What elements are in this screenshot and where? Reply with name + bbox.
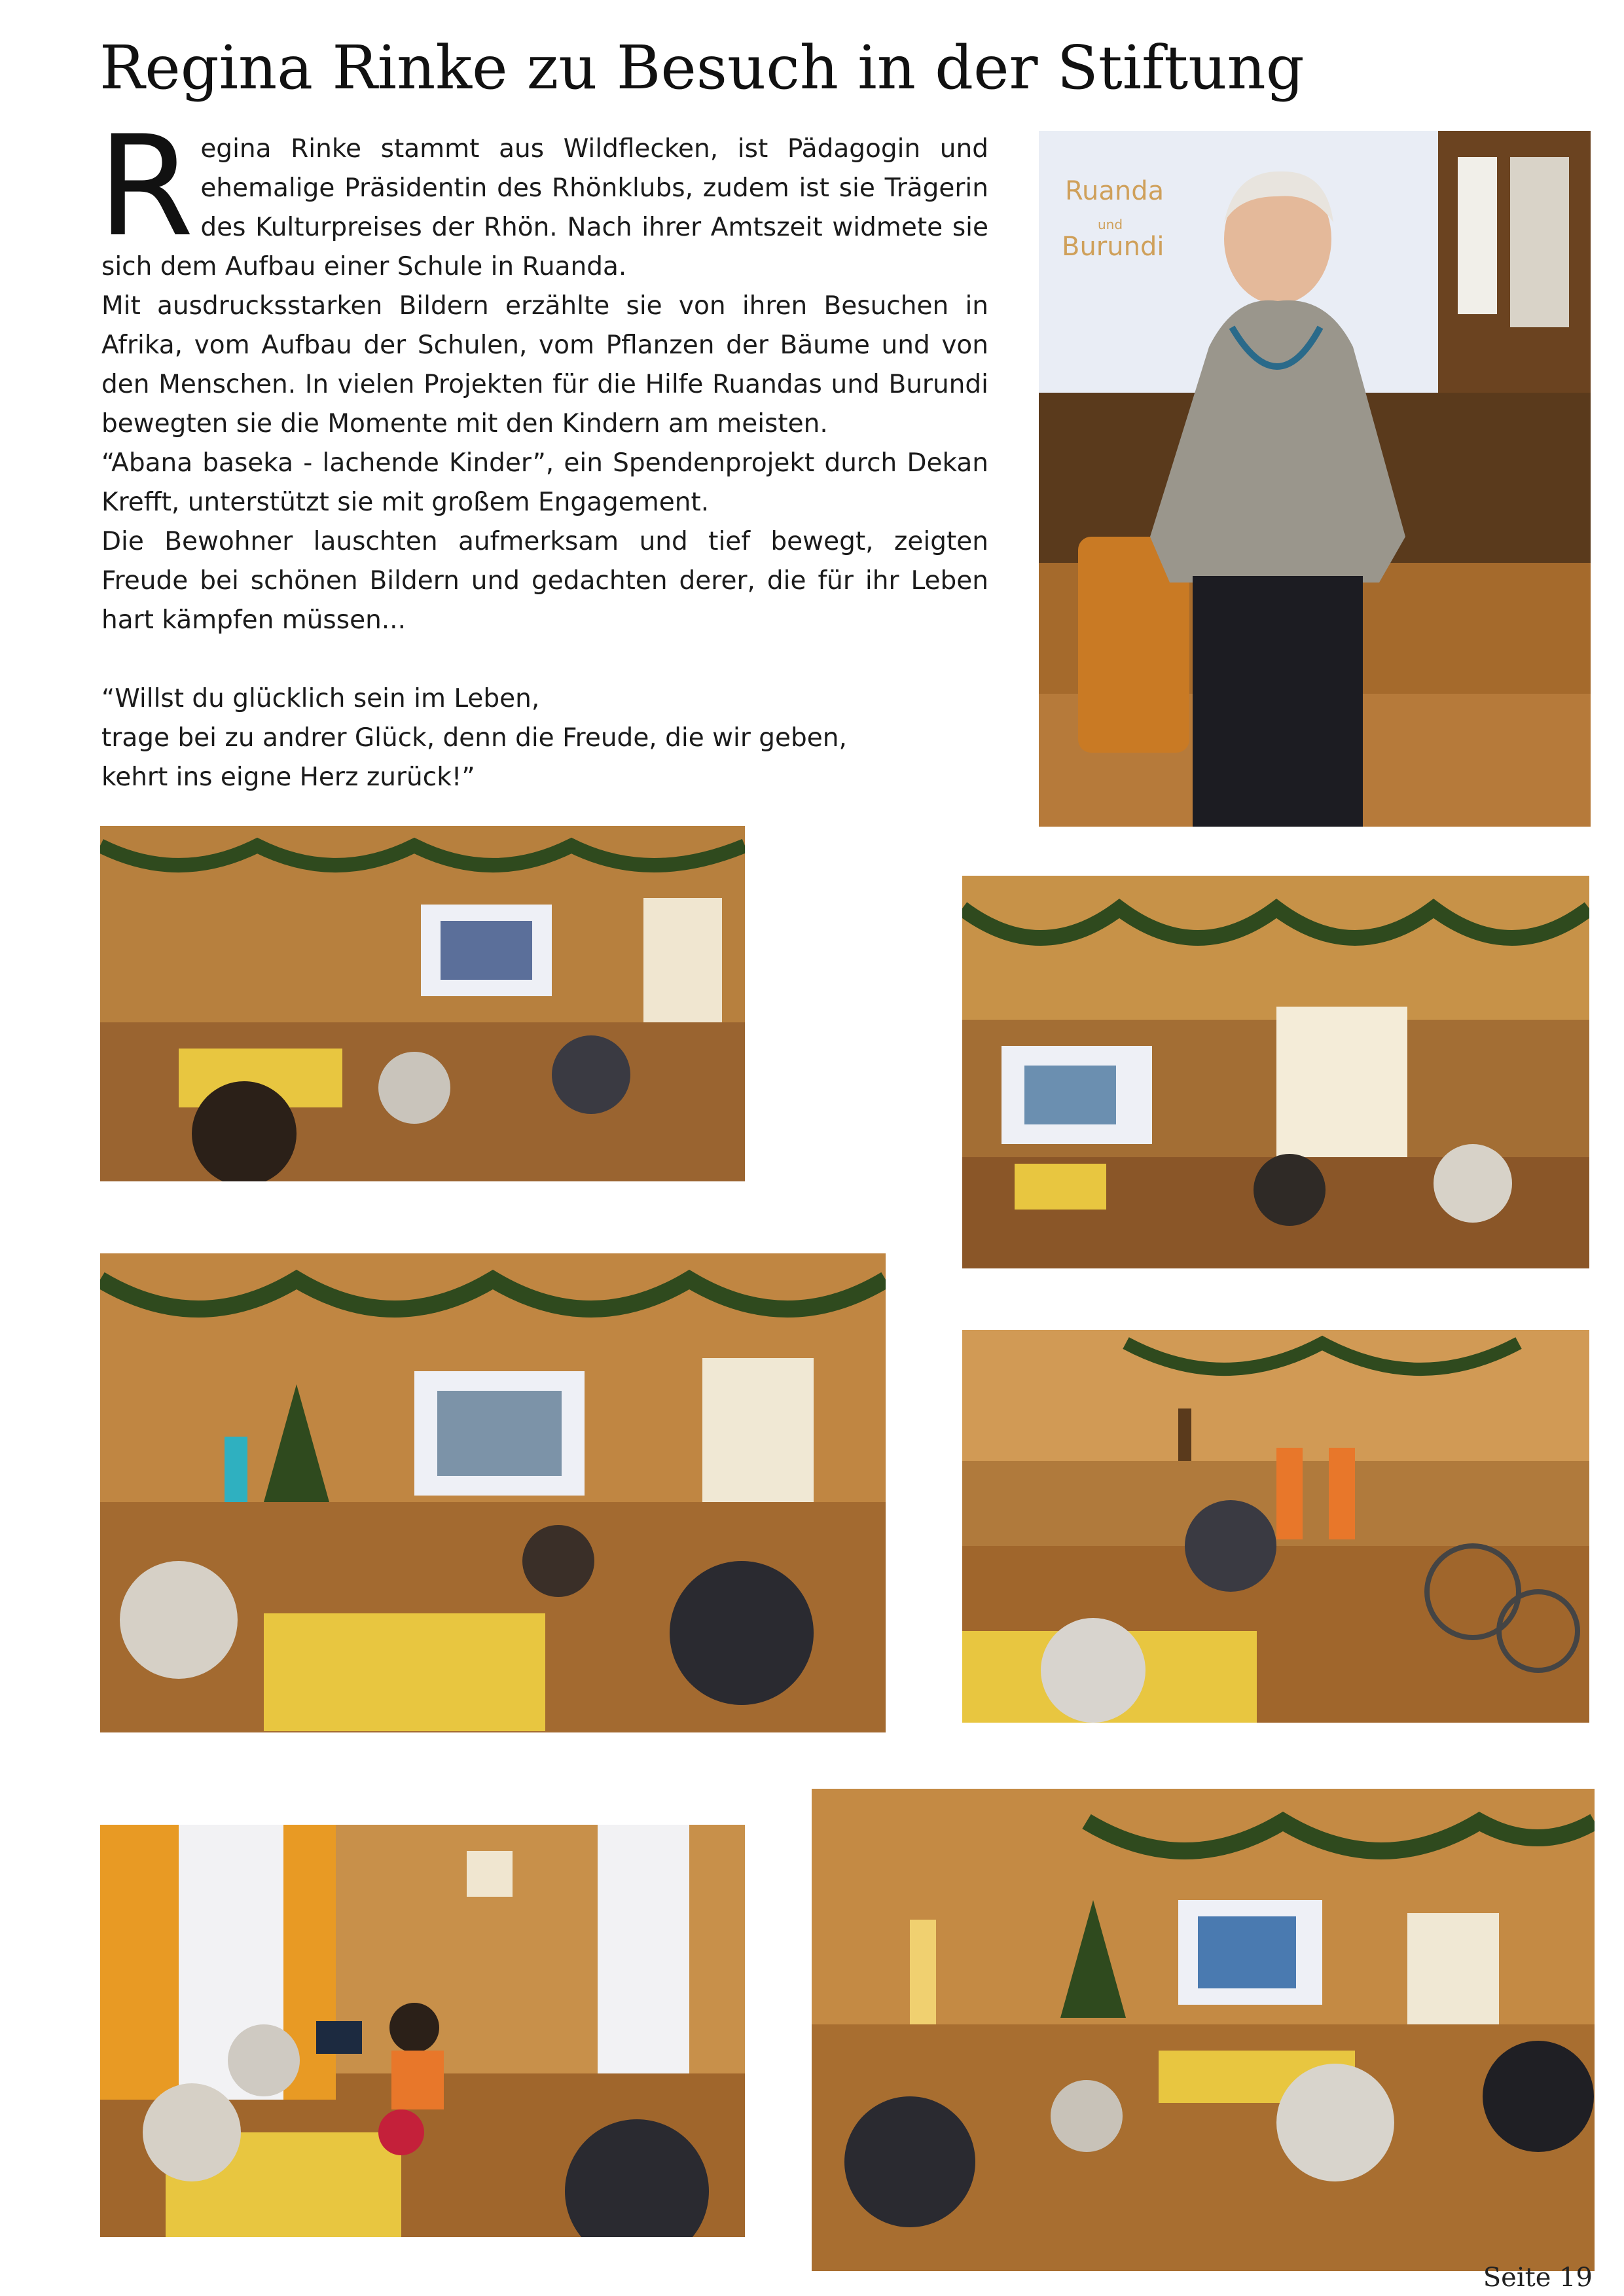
quote-line-2: trage bei zu andrer Glück, denn die Freude, die wir geben,	[101, 723, 847, 753]
photo-laptop-presentation	[100, 1825, 745, 2237]
photo-audience-hall-2	[962, 876, 1589, 1268]
screen-text-3: Burundi	[1062, 232, 1164, 262]
quote-line-1: “Willst du glücklich sein im Leben,	[101, 684, 540, 713]
article-paragraph-4: Die Bewohner lauschten aufmerksam und tief bewegt, zeigten Freude bei schönen Bildern und gedachten derer, die für ihr Leben hart kämpfen müssen...	[101, 527, 988, 635]
article-paragraph-3: “Abana baseka - lachende Kinder”, ein Spendenprojekt durch Dekan Krefft, unterstützt sie mit großem Engagement.	[101, 448, 988, 517]
quote	[101, 679, 988, 797]
drop-cap: R	[98, 105, 194, 267]
screen-text-1: Ruanda	[1065, 176, 1164, 206]
page-number: Seite 19	[1483, 2263, 1593, 2293]
screen-text-2: und	[1098, 217, 1123, 232]
quote-line-3: kehrt ins eigne Herz zurück!”	[101, 762, 475, 792]
photo-speaker-portrait	[1039, 131, 1591, 827]
page-title: Regina Rinke zu Besuch in der Stiftung	[99, 33, 1305, 103]
article-paragraph-1-text: egina Rinke stammt aus Wildflecken, ist Pädagogin und ehemalige Präsidentin des Rhönklubs, zudem ist sie Trägerin des Kulturpreises der Rhön. Nach ihrer Amtszeit widmete sie sich dem Aufbau einer Schule in Ruanda.	[101, 134, 988, 281]
article-paragraph-1	[98, 105, 988, 287]
article-paragraph-2: Mit ausdrucksstarken Bildern erzählte sie von ihren Besuchen in Afrika, vom Aufbau der Schulen, vom Pflanzen der Bäume und von den Menschen. In vielen Projekten für die Hilfe Ruandas und Burundi bewegten sie die Momente mit den Kindern am meisten.	[101, 291, 988, 439]
photo-audience-hall-1	[100, 826, 745, 1181]
article-text	[98, 105, 988, 797]
photo-audience-hall-3	[100, 1253, 886, 1732]
photo-residents-tables	[962, 1330, 1589, 1723]
photo-audience-hall-4	[812, 1789, 1595, 2271]
